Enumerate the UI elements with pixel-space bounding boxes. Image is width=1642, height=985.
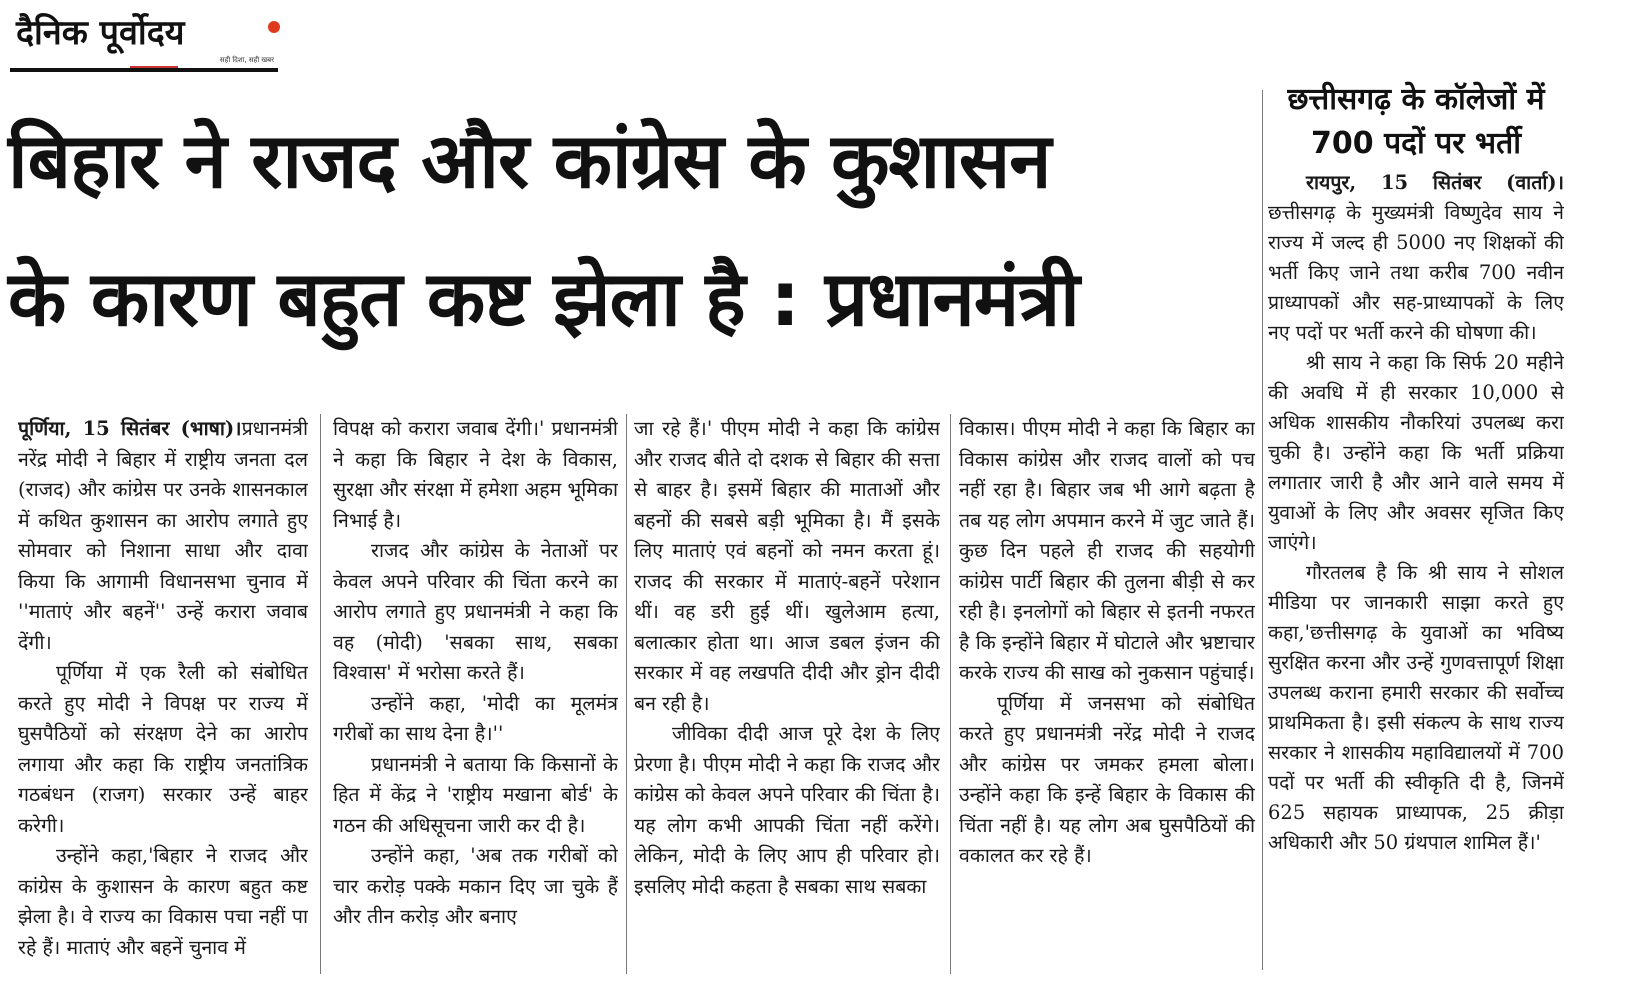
column-divider [950, 414, 951, 974]
sidebar-story [1268, 78, 1564, 888]
article-dateline: पूर्णिया, 15 सितंबर (भाषा)। [18, 417, 242, 440]
article-paragraph: विपक्ष को करारा जवाब देंगी।' प्रधानमंत्री ने कहा कि बिहार ने देश के विकास, सुरक्षा और संरक्षा में हमेशा अहम भूमिका निभाई है। [333, 417, 618, 532]
sidebar-body [1268, 168, 1564, 888]
article-paragraph: विकास। पीएम मोदी ने कहा कि बिहार का विकास कांग्रेस और राजद वालों को पच नहीं रहा है। बिहार जब भी आगे बढ़ता है तब यह लोग अपमान करने में जुट जाते हैं। कुछ दिन पहले ही राजद की सहयोगी कांग्रेस पार्टी बिहार की तुलना बीड़ी से कर रही है। इनलोगों को बिहार से इतनी नफरत है कि इन्होंने बिहार में घोटाले और भ्रष्टाचार करके राज्य की साख को नुकसान पहुंचाई। [959, 417, 1255, 684]
newspaper-name: दैनिक पूर्वोदय [16, 13, 185, 53]
logo-dot-icon [268, 21, 280, 33]
article-column-3 [634, 414, 940, 980]
column-divider [626, 414, 627, 974]
article-paragraph: उन्होंने कहा, 'मोदी का मूलमंत्र गरीबों का साथ देना है।'' [333, 691, 618, 745]
sidebar-paragraph [1268, 168, 1564, 348]
article-column-2 [333, 414, 618, 980]
column-divider [320, 414, 321, 974]
sidebar-dateline: रायपुर, 15 सितंबर (वार्ता)। [1306, 171, 1564, 194]
headline-line-1: बिहार ने राजद और कांग्रेस के कुशासन [8, 116, 1051, 205]
masthead [10, 8, 280, 72]
article-paragraph: पूर्णिया में एक रैली को संबोधित करते हुए मोदी ने विपक्ष पर राज्य में घुसपैठियों को संरक्षण देने का आरोप लगाया और कहा कि राष्ट्रीय जनतांत्रिक गठबंधन (राजग) सरकार उन्हें बाहर करेगी। [18, 661, 308, 837]
article-paragraph: उन्होंने कहा, 'अब तक गरीबों को चार करोड़ पक्के मकान दिए जा चुके हैं और तीन करोड़ और बनाए [333, 844, 618, 928]
sidebar-divider [1262, 90, 1263, 970]
article-paragraph: जीविका दीदी आज पूरे देश के लिए प्रेरणा है। पीएम मोदी ने कहा कि राजद और कांग्रेस को केवल अपने परिवार की चिंता है। यह लोग कभी आपकी चिंता नहीं करेंगे। लेकिन, मोदी के लिए आप ही परिवार हो। इसलिए मोदी कहता है सबका साथ सबका [634, 722, 940, 898]
article-paragraph: पूर्णिया में जनसभा को संबोधित करते हुए प्रधानमंत्री नरेंद्र मोदी ने राजद और कांग्रेस पर जमकर हमला बोला। उन्होंने कहा कि इन्हें बिहार के विकास की चिंता नहीं है। यह लोग अब घुसपैठियों की वकालत कर रहे हैं। [959, 691, 1255, 867]
headline-line-2: के कारण बहुत कष्ट झेला है : प्रधानमंत्री [8, 254, 1079, 343]
sidebar-paragraph: गौरतलब है कि श्री साय ने सोशल मीडिया पर जानकारी साझा करते हुए कहा,'छत्तीसगढ़ के युवाओं का भविष्य सुरक्षित करना और उन्हें गुणवत्तापूर्ण शिक्षा उपलब्ध कराना हमारी सरकार की सर्वोच्च प्राथमिकता है। इसी संकल्प के साथ राज्य सरकार ने शासकीय महाविद्यालयों में 700 पदों पर भर्ती की स्वीकृति दी है, जिनमें 625 सहायक प्राध्यापक, 25 क्रीड़ा अधिकारी और 50 ग्रंथपाल शामिल हैं।' [1268, 561, 1564, 854]
article-column-4 [959, 414, 1255, 980]
masthead-rule [10, 68, 278, 72]
article-paragraph: जा रहे हैं।' पीएम मोदी ने कहा कि कांग्रेस और राजद बीते दो दशक से बिहार की सत्ता से बाहर है। इसमें बिहार की माताओं और बहनों की सबसे बड़ी भूमिका है। मैं इसके लिए माताएं एवं बहनों को नमन करता हूं। राजद की सरकार में माताएं-बहनें परेशान थीं। वह डरी हुई थीं। खुलेआम हत्या, बलात्कार होता था। आज डबल इंजन की सरकार में वह लखपति दीदी और ड्रोन दीदी बन रही है। [634, 417, 940, 715]
article-paragraph: प्रधानमंत्री ने बताया कि किसानों के हित में केंद्र ने 'राष्ट्रीय मखाना बोर्ड' के गठन की अधिसूचना जारी कर दी है। [333, 752, 618, 837]
main-headline [8, 92, 1308, 368]
article-paragraph: राजद और कांग्रेस के नेताओं पर केवल अपने परिवार की चिंता करने का आरोप लगाते हुए प्रधानमंत्री ने कहा कि वह (मोदी) 'सबका साथ, सबका विश्वास' में भरोसा करते हैं। [333, 539, 618, 684]
article-paragraph [18, 414, 308, 658]
sidebar-headline: छत्तीसगढ़ के कॉलेजों में 700 पदों पर भर्ती [1287, 82, 1545, 161]
article-paragraph-text: प्रधानमंत्री नरेंद्र मोदी ने बिहार में राष्ट्रीय जनता दल (राजद) और कांग्रेस पर उनके शासनकाल में कथित कुशासन का आरोप लगाते हुए सोमवार को निशाना साधा और दावा किया कि आगामी विधानसभा चुनाव में ''माताएं और बहनें'' उन्हें करारा जवाब देंगी। [18, 417, 308, 654]
sidebar-paragraph: श्री साय ने कहा कि सिर्फ 20 महीने की अवधि में ही सरकार 10,000 से अधिक शासकीय नौकरियां उपलब्ध करा चुकी है। उन्होंने कहा कि भर्ती प्रक्रिया लगातार जारी है और आने वाले समय में युवाओं के लिए और अवसर सृजित किए जाएंगे। [1268, 351, 1564, 554]
newspaper-tagline: सही दिशा, सही खबर [219, 56, 274, 64]
sidebar-paragraph-text: छत्तीसगढ़ के मुख्यमंत्री विष्णुदेव साय ने राज्य में जल्द ही 5000 नए शिक्षकों की भर्ती किए जाने तथा करीब 700 नवीन प्राध्यापकों और सह-प्राध्यापकों के लिए नए पदों पर भर्ती करने की घोषणा की। [1268, 201, 1564, 344]
article-paragraph: उन्होंने कहा,'बिहार ने राजद और कांग्रेस के कुशासन के कारण बहुत कष्ट झेला है। वे राज्य का विकास पचा नहीं पा रहे हैं। माताएं और बहनें चुनाव में [18, 844, 308, 959]
article-column-1 [18, 414, 308, 980]
